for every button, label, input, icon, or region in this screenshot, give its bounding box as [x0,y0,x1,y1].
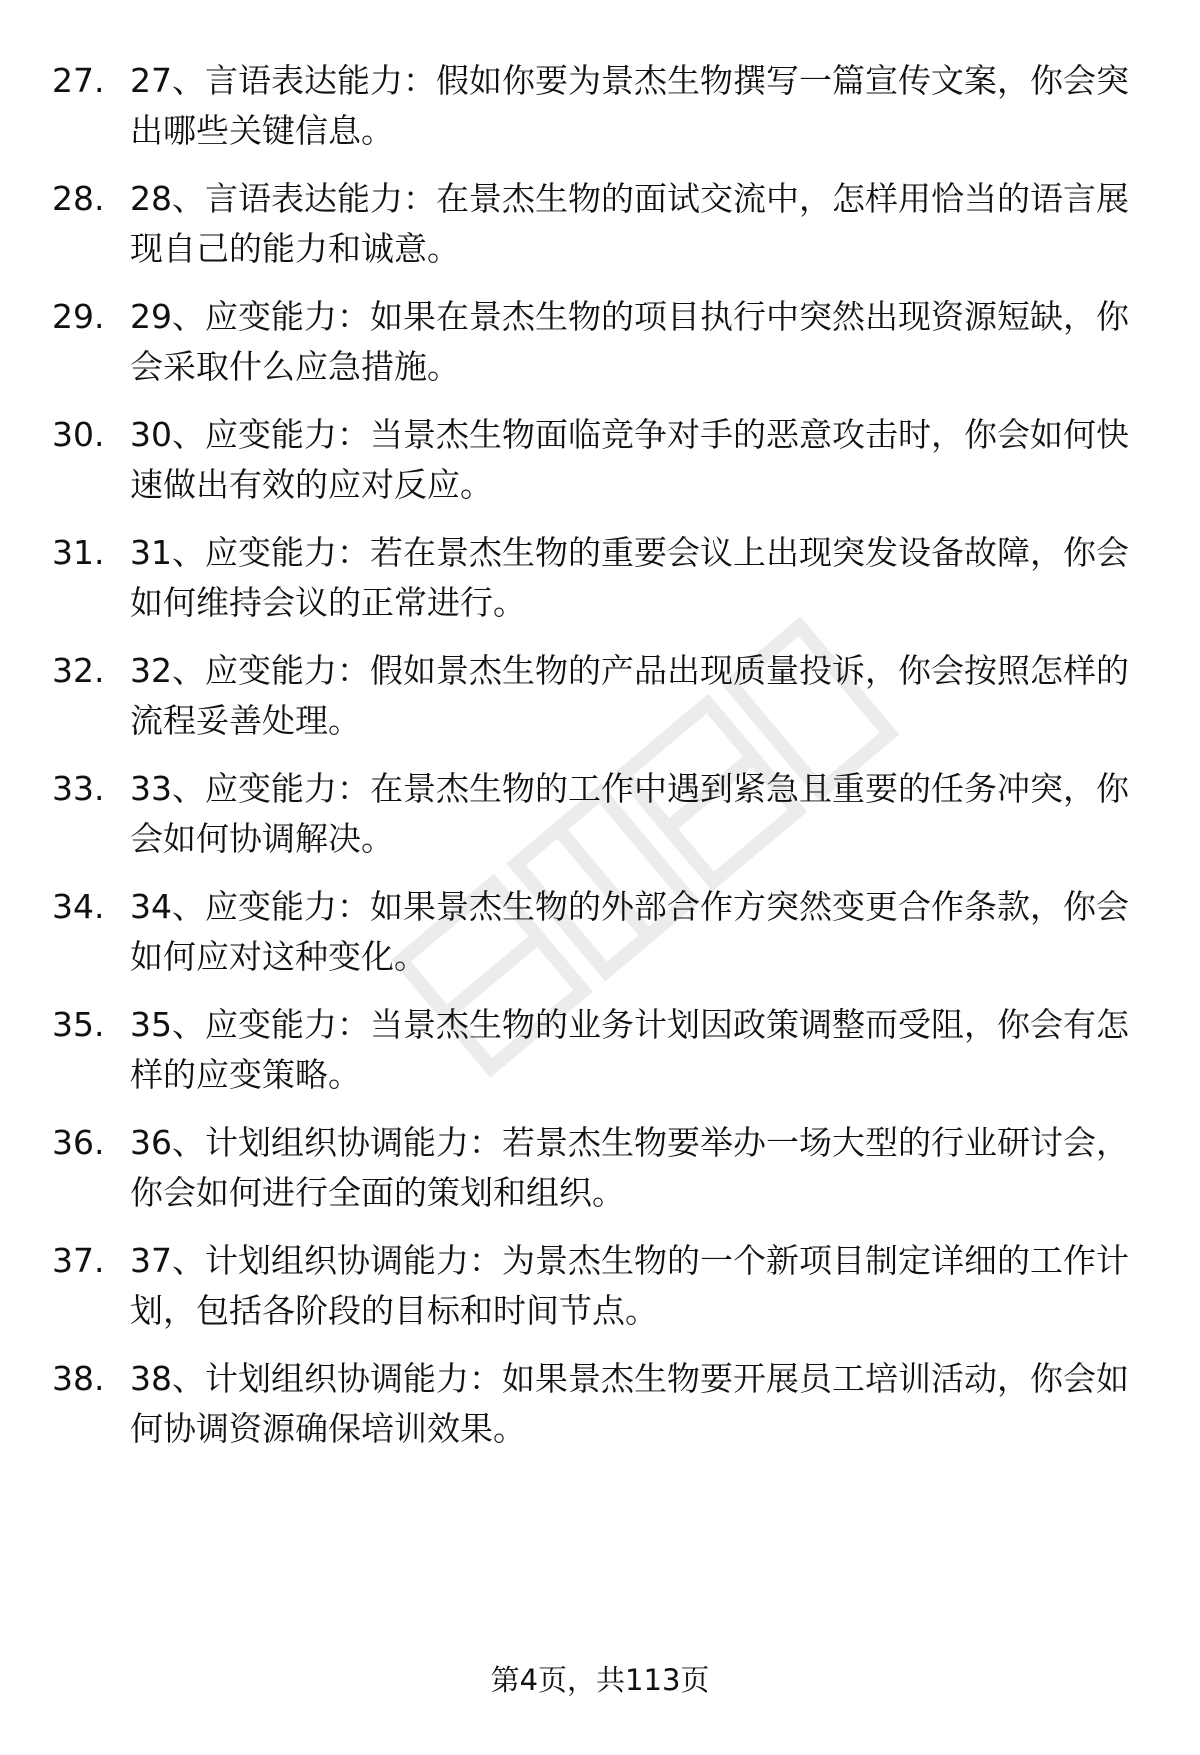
question-text: 35、应变能力：当景杰生物的业务计划因政策调整而受阻，你会有怎样的应变策略。 [130,1005,1129,1094]
page-number-label: 第4页，共113页 [490,1663,710,1697]
question-text: 27、言语表达能力：假如你要为景杰生物撰写一篇宣传文案，你会突出哪些关键信息。 [130,61,1129,150]
question-text: 29、应变能力：如果在景杰生物的项目执行中突然出现资源短缺，你会采取什么应急措施。 [130,297,1129,386]
page-footer [0,1660,1200,1700]
question-text: 37、计划组织协调能力：为景杰生物的一个新项目制定详细的工作计划，包括各阶段的目标和时间节点。 [130,1241,1129,1330]
question-text: 30、应变能力：当景杰生物面临竞争对手的恶意攻击时，你会如何快速做出有效的应对反应。 [130,415,1129,504]
question-item [0,1354,1200,1464]
question-item [0,56,1200,166]
question-number: 38. [52,1359,105,1398]
question-number: 27. [52,61,105,100]
question-text: 28、言语表达能力：在景杰生物的面试交流中，怎样用恰当的语言展现自己的能力和诚意。 [130,179,1129,268]
question-text: 33、应变能力：在景杰生物的工作中遇到紧急且重要的任务冲突，你会如何协调解决。 [130,769,1129,858]
question-number: 28. [52,179,105,218]
question-number: 37. [52,1241,105,1280]
question-item [0,174,1200,284]
question-text: 31、应变能力：若在景杰生物的重要会议上出现突发设备故障，你会如何维持会议的正常进行。 [130,533,1129,622]
question-item [0,1236,1200,1346]
question-number: 32. [52,651,105,690]
question-item [0,764,1200,874]
question-number: 31. [52,533,105,572]
question-item [0,410,1200,520]
question-item [0,646,1200,756]
question-item [0,882,1200,992]
question-number: 35. [52,1005,105,1044]
question-text: 38、计划组织协调能力：如果景杰生物要开展员工培训活动，你会如何协调资源确保培训效果。 [130,1359,1129,1448]
question-number: 33. [52,769,105,808]
question-number: 34. [52,887,105,926]
question-number: 36. [52,1123,105,1162]
question-number: 29. [52,297,105,336]
question-item [0,528,1200,638]
question-item [0,292,1200,402]
question-text: 36、计划组织协调能力：若景杰生物要举办一场大型的行业研讨会，你会如何进行全面的策划和组织。 [130,1123,1129,1212]
question-item [0,1118,1200,1228]
question-text: 32、应变能力：假如景杰生物的产品出现质量投诉，你会按照怎样的流程妥善处理。 [130,651,1129,740]
question-item [0,1000,1200,1110]
question-text: 34、应变能力：如果景杰生物的外部合作方突然变更合作条款，你会如何应对这种变化。 [130,887,1129,976]
question-number: 30. [52,415,105,454]
